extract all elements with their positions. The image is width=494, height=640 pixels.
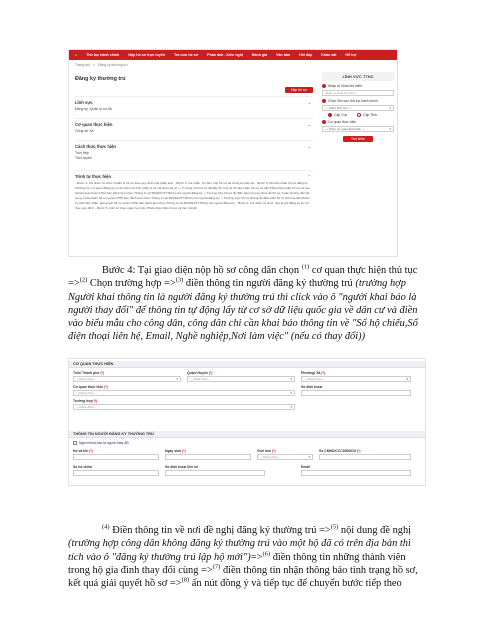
step-marker: (1) [301, 263, 310, 271]
required-marker: (*) [100, 371, 104, 375]
step-marker: (2) [79, 276, 88, 284]
radio-icon[interactable] [322, 99, 326, 103]
field-label [187, 371, 295, 375]
field-label [165, 449, 251, 453]
breadcrumb-home[interactable]: Trang chủ [75, 63, 91, 67]
email-field [301, 465, 411, 476]
field-label [73, 385, 295, 389]
label-text: Cơ quan thực hiện [73, 385, 104, 389]
email-input[interactable] [301, 470, 411, 476]
nav-item[interactable]: Khảo sát [321, 53, 337, 57]
section-value: Công an Xã [75, 129, 94, 133]
text-run: Bước 4: Tại giao diện nộp hồ sơ công dân chọn [102, 265, 302, 276]
ward-field [301, 371, 411, 382]
instruction-step-4 [68, 264, 426, 344]
level-cap-tinh[interactable] [357, 113, 377, 117]
nav-item[interactable]: Nộp hồ sơ trực tuyến [128, 53, 166, 57]
nav-item[interactable]: Thủ tục hành chính [86, 53, 120, 57]
field-label: Số điện thoại liên hệ [165, 465, 198, 469]
section-value: Trực tiếp [75, 151, 89, 155]
case-select[interactable]: -- Chưa chọn -- ▾ [73, 404, 295, 410]
procedure-text: - Bước 1: Cá nhân, tổ chức chuẩn bị hồ sơ theo quy định của pháp luật. - Bước 2: Cá nhân, tổ chức nộp hồ sơ tại Công an cấp xã. - Bước 3: Khi tiếp nhận hồ sơ đăng ký thường trú, cơ quan đăng ký cư trú kiểm tra tính pháp lý và nội dung hồ sơ: + Trường hợp hồ sơ đã đầy đủ, hợp lệ thì tiếp nhận hồ sơ và cấp Phiếu tiếp nhận hồ sơ và hẹn trả kết quả (mẫu CT04 ban hành kèm theo Thông tư số 56/2021/TT-BCA) cho người đăng ký; + Trường hợp hồ sơ đủ điều kiện nhưng chưa đủ hồ sơ, hoặc hướng dẫn bổ sung, hoàn thiện hồ sơ (mẫu CT05 ban hành kèm theo Thông tư số 56/2021/TT-BCA) cho người đăng ký; + Trường hợp hồ sơ không đủ điều kiện thì từ chối và cấp Phiếu từ chối tiếp nhận, giải quyết hồ sơ (mẫu CT06 ban hành kèm theo Thông tư số 56/2021/TT-BCA) cho người đăng ký. - Bước 4: Cá nhân, tổ chức nộp lệ phí đăng ký cư trú theo quy định. - Bước 5: Căn cứ theo ngày hẹn trên Phiếu tiếp nhận hồ sơ và hẹn trả kết [75, 181, 311, 210]
passport-input[interactable] [73, 470, 159, 476]
text-run: => [250, 551, 263, 563]
agency-select[interactable]: -- Chưa chọn -- ▾ [73, 390, 295, 396]
required-marker: (*) [93, 399, 98, 403]
page-title: Đăng ký thường trú [75, 76, 126, 82]
text-run: điền thông tin nhận thông báo tình trạng hồ sơ, kết quả giải quyết hồ sơ => [68, 564, 418, 590]
field-label [319, 449, 411, 453]
gender-select[interactable]: -- Chưa chọn -- ▾ [257, 454, 313, 460]
nav-item[interactable]: Văn bản [276, 53, 291, 57]
section-heading: Lĩnh vực [75, 100, 93, 105]
radio-icon[interactable] [357, 113, 361, 117]
keyword-input[interactable]: Nhập từ khóa tìm kiếm [322, 90, 394, 96]
option-label: Chọn lĩnh vực thủ tục hành chính [328, 99, 378, 103]
search-button[interactable]: Tìm kiếm [343, 136, 373, 142]
step-marker: (4) [102, 523, 110, 531]
home-icon[interactable]: ⌂ [75, 53, 78, 57]
required-marker: (*) [104, 385, 108, 389]
search-panel [322, 72, 394, 142]
field-label [257, 449, 313, 453]
procedure-content [75, 72, 313, 210]
phone-field [301, 385, 411, 396]
step-marker: (7) [212, 563, 221, 571]
option-keyword[interactable] [322, 84, 394, 88]
option-label: Cấp Tỉnh [363, 113, 377, 117]
instruction-steps-4-8 [68, 524, 426, 590]
section-field[interactable] [75, 96, 313, 118]
nav-item[interactable]: Phản ánh - Kiến nghị [207, 53, 243, 57]
chevron-up-icon[interactable]: ⌃ [307, 174, 311, 179]
province-field [73, 371, 181, 382]
level-radios [322, 113, 394, 117]
same-person-checkbox[interactable] [73, 441, 129, 445]
text-run: điền thông tin những thành viên trong hộ gia đình thay đổi cùng => [68, 551, 406, 576]
step-marker: (6) [262, 550, 271, 558]
text-run: nội dung đề nghị [338, 525, 412, 536]
text-run: Điền thông tin về nơi đề nghị đăng ký thường trú => [109, 525, 331, 536]
panel-header: LĨNH VỰC TTHC [322, 72, 394, 81]
section-method[interactable] [75, 140, 313, 170]
breadcrumb-separator: > [93, 63, 96, 67]
level-cap-cuc[interactable] [328, 113, 347, 117]
text-run-italic: (trường hợp công dân không đăng ký thường trú vào một hộ đã có trên địa bàn thì tích vào ô "đăng ký thường trú lập hộ mới") [68, 538, 411, 563]
required-marker: (*) [208, 371, 213, 375]
label-text: Tỉnh/ Thành phố [73, 371, 100, 375]
required-marker: (*) [89, 449, 93, 453]
option-agency[interactable] [322, 120, 394, 124]
dob-input[interactable] [165, 454, 251, 460]
option-label: Nhập từ khóa tìm kiếm [328, 84, 363, 88]
step-marker: (5) [330, 523, 339, 531]
label-text: Giới tính [257, 449, 272, 453]
section-heading: Cách thức thực hiện [75, 144, 116, 149]
nav-item[interactable]: Hỏi đáp [299, 53, 313, 57]
label-text: Số CMND/CCCD/ĐDCN [319, 449, 356, 453]
option-field[interactable] [322, 99, 394, 103]
agency-select[interactable]: --- Chọn cơ quan thực hiện --- ▾ [322, 126, 394, 132]
field-label [301, 371, 411, 375]
passport-field [73, 465, 159, 476]
chevron-down-icon[interactable]: ⌄ [307, 144, 311, 149]
required-marker: (*) [321, 371, 325, 375]
radio-icon[interactable] [328, 113, 332, 117]
option-label: Cấp Cục [334, 113, 348, 117]
registration-form-screenshot [68, 358, 426, 486]
field-label: Số điện thoại [301, 385, 323, 389]
breadcrumb-current: Đăng ký thường trú [98, 63, 128, 67]
label-text: Quận/ Huyện [187, 371, 208, 375]
ward-select[interactable]: -- Chưa chọn -- ▾ [301, 376, 411, 382]
text-run: điền thông tin người đăng ký thường trú [183, 278, 356, 290]
fullname-field [73, 449, 159, 460]
dob-field [165, 449, 251, 460]
agency-field [73, 385, 295, 396]
field-label: Số hộ chiếu [73, 465, 93, 469]
id-number-field [319, 449, 411, 460]
nav-item[interactable]: Tra cứu hồ sơ [174, 53, 199, 57]
chevron-down-icon[interactable]: ⌄ [307, 122, 311, 127]
section-registrant-header: THÔNG TIN NGƯỜI ĐĂNG KÝ THƯỜNG TRÚ [69, 431, 425, 438]
checkbox-label: Người khai báo là người thay đổi [79, 441, 129, 445]
text-run-italic: (trường hợp Người khai thông tin là người đăng ký thường trú thì click vào ô "người khai báo là người thay đổi" để thông tin tự động lấy từ cơ sở dữ liệu quốc gia về dân cư và điền vào biểu mẫu cho công dân, công dân chỉ cần khai báo thông tin về "Số hộ chiếu,Số điện thoại liên hệ, Email, Nghề nghiệp,Nơi làm việc" (nếu có thay đổi)) [68, 278, 418, 343]
chevron-down-icon[interactable]: ⌄ [307, 100, 311, 105]
radio-icon[interactable] [322, 84, 326, 88]
section-heading: Trình tự thực hiện [75, 174, 112, 179]
nav-item[interactable]: Hỗ trợ [345, 53, 357, 57]
step-marker: (3) [175, 276, 184, 284]
text-run: ấn nút đồng ý và tiếp tục để chuyển bước tiếp theo [189, 578, 402, 590]
option-label: Cơ quan thực hiện [328, 120, 357, 124]
field-label: Email [301, 465, 311, 469]
submit-dossier-button[interactable]: Nộp hồ sơ [285, 87, 313, 93]
required-marker: (*) [182, 449, 186, 453]
district-select[interactable]: -- Chưa chọn -- ▾ [187, 376, 295, 382]
section-procedure[interactable] [75, 170, 313, 254]
gender-field [257, 449, 313, 460]
required-marker: (*) [272, 449, 276, 453]
section-heading: Cơ quan thực hiện [75, 122, 113, 127]
checkbox-icon[interactable] [73, 441, 77, 445]
nav-item[interactable]: Đánh giá [251, 53, 268, 57]
radio-icon[interactable] [322, 120, 326, 124]
section-value: Trực tuyến [75, 156, 92, 160]
procedure-detail-screenshot [68, 49, 398, 257]
text-run: Chọn trường hợp => [87, 278, 176, 290]
id-number-input[interactable] [319, 454, 411, 460]
contact-phone-field [165, 465, 265, 476]
section-value: Đăng ký, Quản lý cư trú [75, 107, 112, 111]
label-text: Phường/ Xã [301, 371, 321, 375]
field-label [73, 399, 295, 403]
contact-phone-input[interactable] [165, 470, 265, 476]
required-marker: (*) [356, 449, 361, 453]
district-field [187, 371, 295, 382]
phone-input[interactable] [301, 390, 411, 396]
label-text: Họ và tên [73, 449, 89, 453]
step-marker: (8) [181, 576, 190, 584]
field-label [73, 449, 159, 453]
province-select[interactable]: -- Chưa chọn -- ▾ [73, 376, 181, 382]
breadcrumb [69, 60, 397, 70]
text-run: cơ quan thực hiện thủ tục => [68, 265, 418, 290]
section-agency[interactable] [75, 118, 313, 140]
label-text: Ngày sinh [165, 449, 182, 453]
label-text: Trường hợp [73, 399, 93, 403]
section-agency-header: CƠ QUAN THỰC HIỆN [69, 361, 425, 368]
top-nav [69, 50, 397, 60]
fullname-input[interactable] [73, 454, 159, 460]
case-field [73, 399, 295, 410]
field-select[interactable]: --- Chọn lĩnh vực --- ▾ [322, 105, 394, 111]
field-label [73, 371, 181, 375]
